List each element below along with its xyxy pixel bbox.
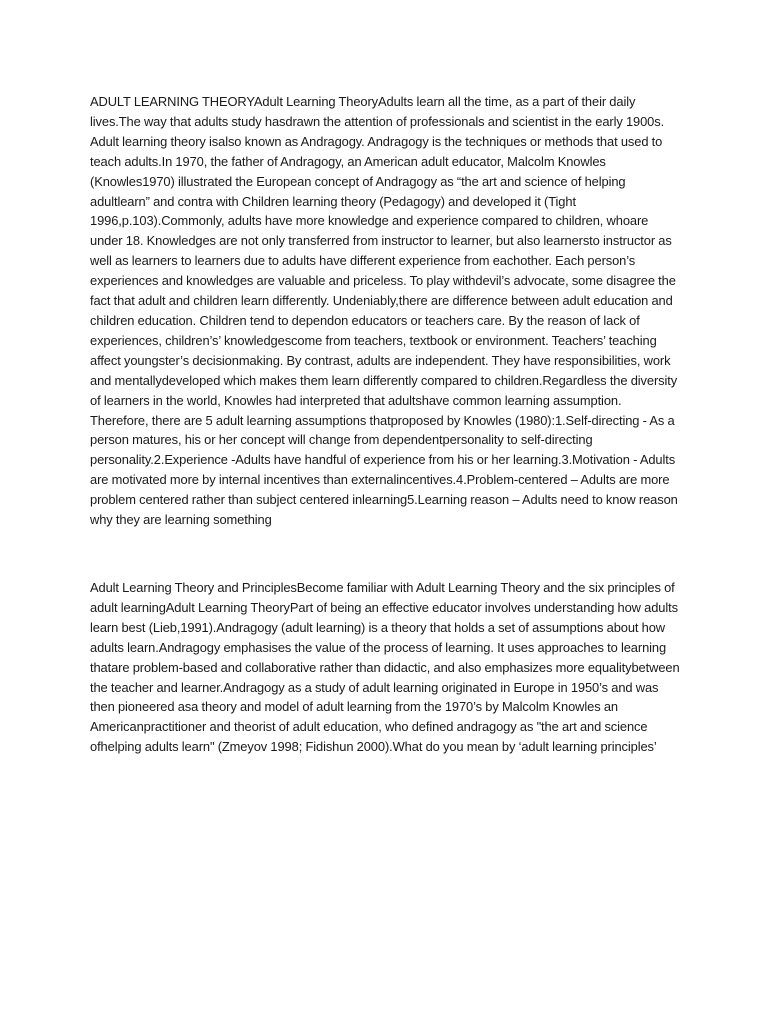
paragraph-adult-learning-principles: Adult Learning Theory and PrinciplesBecome familiar with Adult Learning Theory and the six principles of adult learningAdult Learning TheoryPart of being an effective educator involves understanding how adults learn best (Lieb,1991).Andragogy (adult learning) is a theory that holds a set of assumptions about how adults learn.Andragogy emphasises the value of the process of learning. It uses approaches to learning thatare problem-based and collaborative rather than didactic, and also emphasizes more equalitybetween the teacher and learner.Andragogy as a study of adult learning originated in Europe in 1950’s and was then pioneered asa theory and model of adult learning from the 1970’s by Malcolm Knowles an Americanpractitioner and theorist of adult education, who defined andragogy as "the art and science ofhelping adults learn" (Zmeyov 1998; Fidishun 2000).What do you mean by ‘adult learning principles’ — [90, 580, 680, 755]
paragraph-adult-learning-theory: ADULT LEARNING THEORYAdult Learning TheoryAdults learn all the time, as a part of their daily lives.The way that adults study hasdrawn the attention of professionals and scientist in the early 1900s. Adult learning theory isalso known as Andragogy. Andragogy is the techniques or methods that used to teach adults.In 1970, the father of Andragogy, an American adult educator, Malcolm Knowles (Knowles1970) illustrated the European concept of Andragogy as “the art and science of helping adultlearn” and contra with Children learning theory (Pedagogy) and developed it (Tight 1996,p.103).Commonly, adults have more knowledge and experience compared to children, whoare under 18. Knowledges are not only transferred from instructor to learner, but also learnersto instructor as well as learners to learners due to adults have different experience from eachother. Each person’s experiences and knowledges are valuable and priceless. To play withdevil’s advocate, some disagree the fact that adult and children learn differently. Undeniably,there are difference between adult education and children education. Children tend to dependon educators or teachers care. By the reason of lack of experiences, children’s’ knowledgescome from teachers, textbook or environment. Teachers’ teaching affect youngster’s decisionmaking. By contrast, adults are independent. They have responsibilities, work and mentallydeveloped which makes them learn differently compared to children.Regardless the diversity of learners in the world, Knowles had interpreted that adultshave common learning assumption. Therefore, there are 5 adult learning assumptions thatproposed by Knowles (1980):1.Self-directing - As a person matures, his or her concept will change from dependentpersonality to self-directing personality.2.Experience -Adults have handful of experience from his or her learning.3.Motivation - Adults are motivated more by internal incentives than externalincentives.4.Problem-centered – Adults are more problem centered rather than subject centered inlearning5.Learning reason – Adults need to know reason why they are learning something — [90, 94, 678, 528]
